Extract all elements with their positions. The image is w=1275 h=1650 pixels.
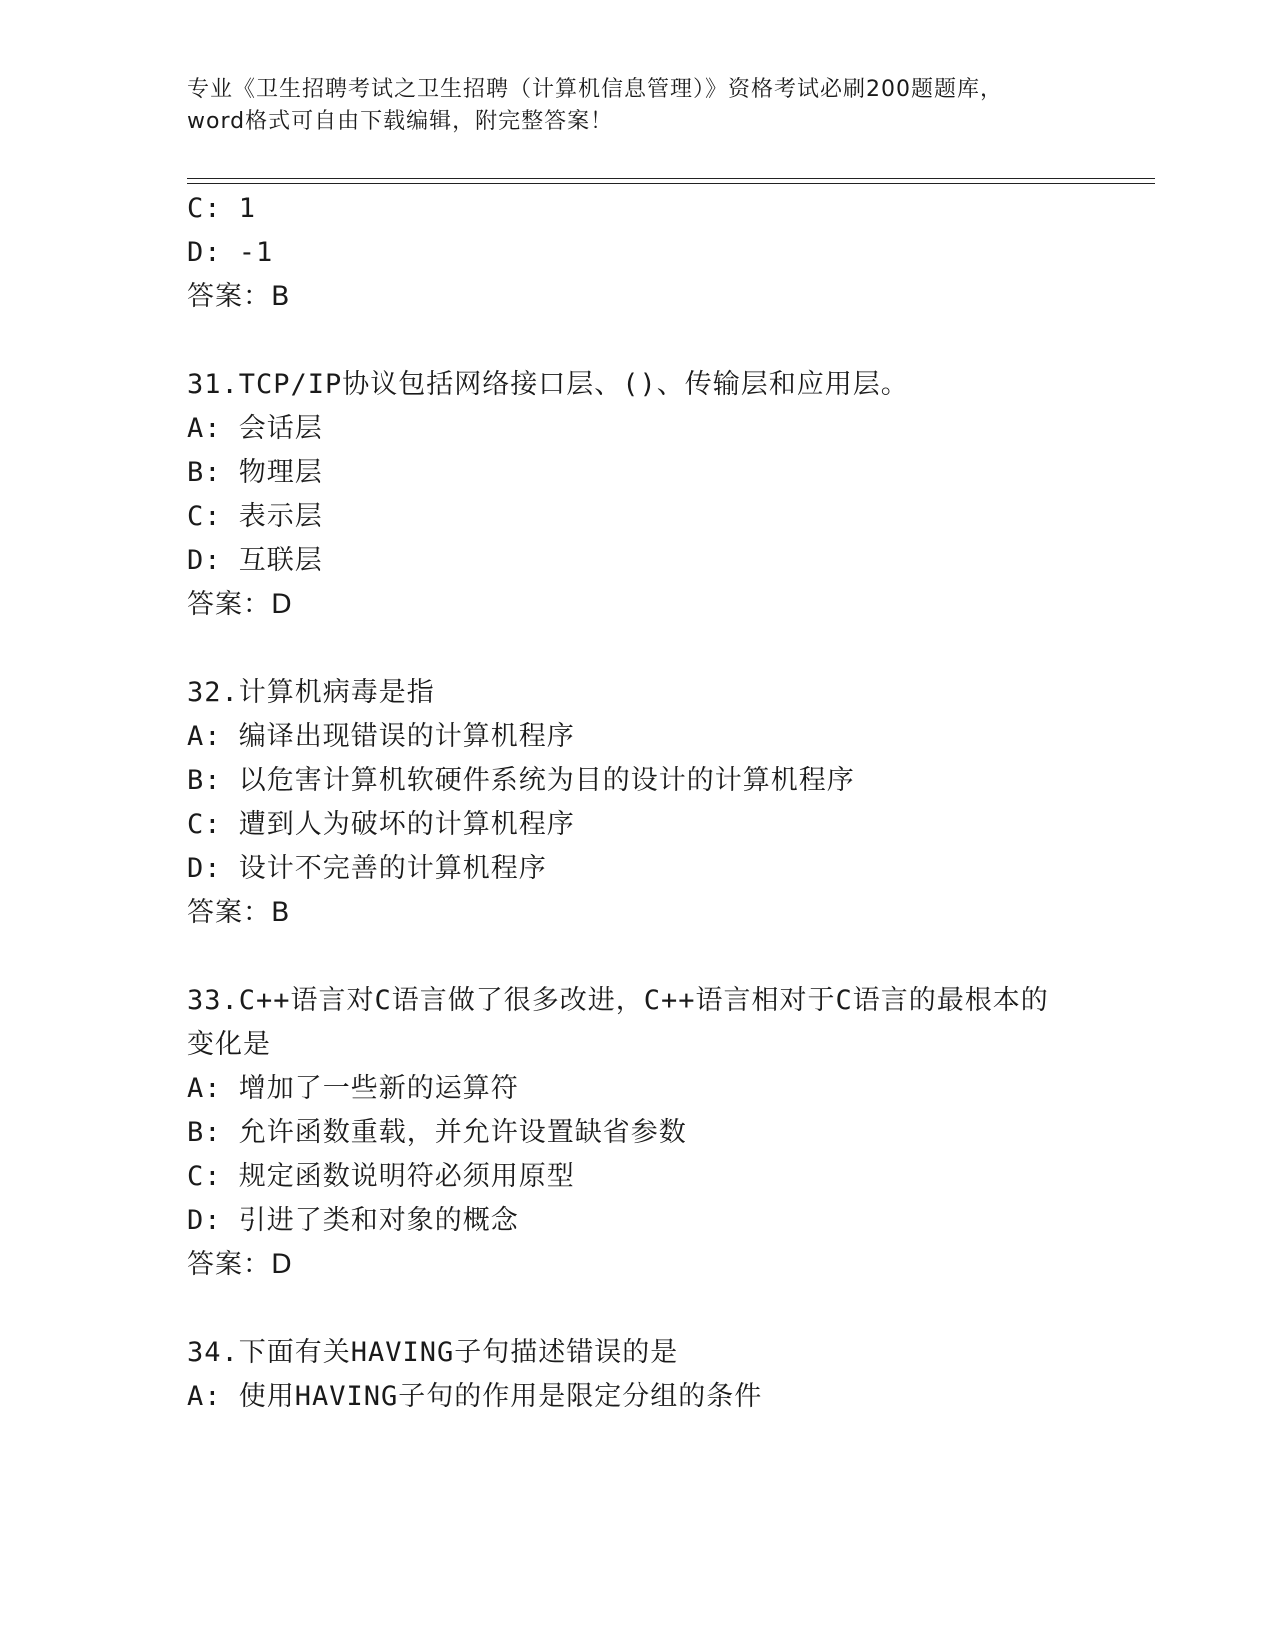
q32-answer: 答案：B bbox=[187, 897, 291, 928]
document-header bbox=[187, 74, 1087, 138]
q32-option-b: B: 以危害计算机软硬件系统为目的设计的计算机程序 bbox=[187, 765, 855, 796]
header-divider-bottom bbox=[187, 183, 1155, 184]
q34-option-a: A: 使用HAVING子句的作用是限定分组的条件 bbox=[187, 1381, 763, 1412]
q33-option-c: C: 规定函数说明符必须用原型 bbox=[187, 1161, 575, 1192]
prev-answer: 答案：B bbox=[187, 281, 291, 312]
q32-option-d: D: 设计不完善的计算机程序 bbox=[187, 853, 547, 884]
q33-option-d: D: 引进了类和对象的概念 bbox=[187, 1205, 519, 1236]
q34-stem: 34.下面有关HAVING子句描述错误的是 bbox=[187, 1337, 679, 1368]
header-title-line-1: 专业《卫生招聘考试之卫生招聘（计算机信息管理）》资格考试必刷200题题库， bbox=[187, 77, 1003, 102]
q32-option-c: C: 遭到人为破坏的计算机程序 bbox=[187, 809, 575, 840]
q32-stem: 32.计算机病毒是指 bbox=[187, 677, 435, 708]
q33-option-a: A: 增加了一些新的运算符 bbox=[187, 1073, 519, 1104]
q31-stem: 31.TCP/IP协议包括网络接口层、()、传输层和应用层。 bbox=[187, 369, 909, 400]
q33-stem-line-2: 变化是 bbox=[187, 1029, 271, 1060]
q33-option-b: B: 允许函数重载，并允许设置缺省参数 bbox=[187, 1117, 687, 1148]
q31-option-d: D: 互联层 bbox=[187, 545, 323, 576]
q33-answer: 答案：D bbox=[187, 1249, 293, 1280]
q32-option-a: A: 编译出现错误的计算机程序 bbox=[187, 721, 575, 752]
q31-option-c: C: 表示层 bbox=[187, 501, 323, 532]
header-divider-top bbox=[187, 178, 1155, 179]
q31-answer: 答案：D bbox=[187, 589, 293, 620]
q33-stem-line-1: 33.C++语言对C语言做了很多改进，C++语言相对于C语言的最根本的 bbox=[187, 985, 1049, 1016]
prev-option-c: C: 1 bbox=[187, 193, 257, 224]
prev-option-d: D: -1 bbox=[187, 237, 274, 268]
q31-option-a: A: 会话层 bbox=[187, 413, 323, 444]
header-title-line-2: word格式可自由下载编辑，附完整答案！ bbox=[187, 109, 614, 134]
q31-option-b: B: 物理层 bbox=[187, 457, 323, 488]
